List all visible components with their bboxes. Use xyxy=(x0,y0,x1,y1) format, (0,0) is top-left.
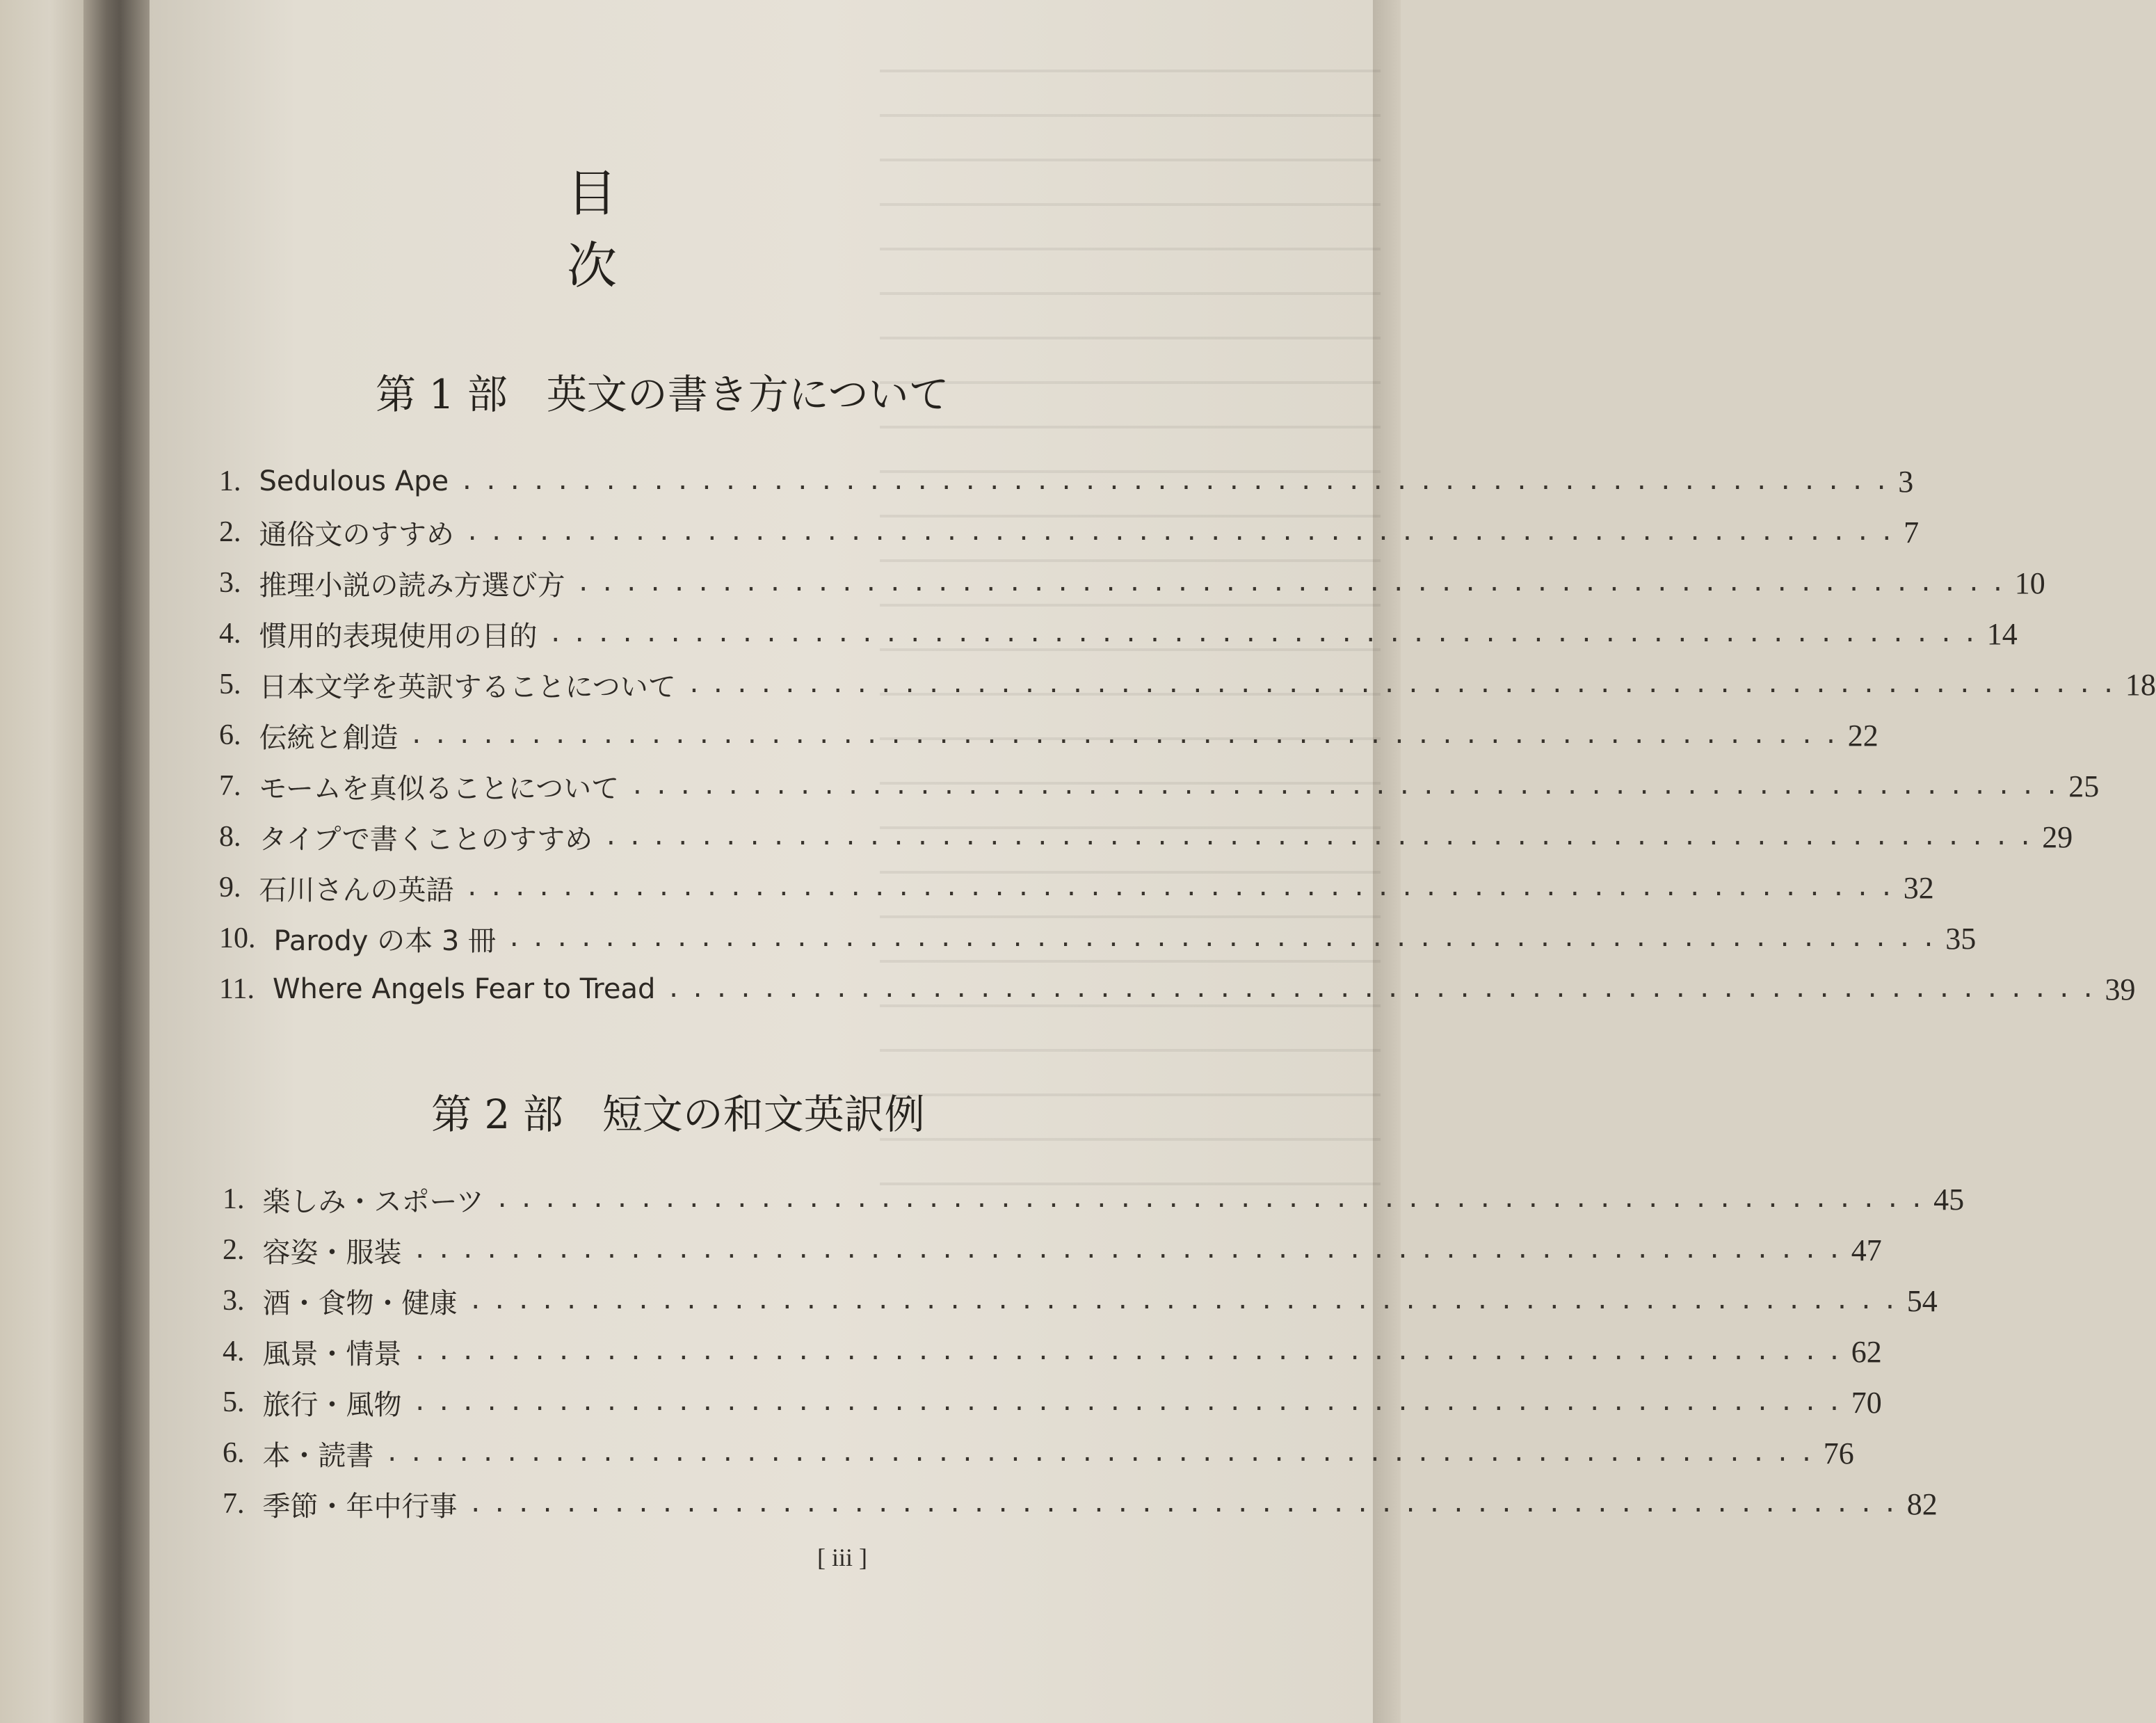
entry-page-number: 25 xyxy=(2068,769,2100,803)
entry-title: 容姿・服装 xyxy=(262,1236,402,1269)
page-number-folio: [ iii ] xyxy=(817,1544,867,1571)
leader-dots: ............................................................ xyxy=(576,569,2015,597)
entry-page-number: 35 xyxy=(1945,921,1977,956)
page-title: 目 次 xyxy=(567,164,862,295)
entry-page-number: 39 xyxy=(2105,972,2136,1007)
entry-number: 1. xyxy=(219,465,241,497)
entry-number: 4. xyxy=(219,618,241,650)
entry-number: 3. xyxy=(219,567,241,599)
leader-dots: ............................................................ xyxy=(409,721,1848,749)
toc-entry xyxy=(219,659,2156,710)
entry-title: 通俗文のすすめ xyxy=(259,518,454,551)
entry-title: タイプで書くことのすすめ xyxy=(259,823,593,856)
entry-number: 2. xyxy=(223,1234,245,1266)
leader-dots: ............................................................ xyxy=(412,1236,1851,1264)
entry-title: Sedulous Ape xyxy=(259,465,449,497)
toc-entry xyxy=(219,863,1934,913)
entry-title: 推理小説の読み方選び方 xyxy=(259,569,565,602)
entry-number: 5. xyxy=(223,1386,245,1418)
entry-page-number: 54 xyxy=(1906,1283,1938,1318)
entry-page-number: 62 xyxy=(1851,1334,1882,1369)
toc-entry xyxy=(223,1479,1938,1529)
leader-dots: ............................................................ xyxy=(465,518,1904,546)
entry-title: 楽しみ・スポーツ xyxy=(262,1185,484,1218)
entry-page-number: 32 xyxy=(1903,870,1934,905)
entry-number: 11. xyxy=(219,973,255,1005)
leader-dots: ............................................................ xyxy=(412,1338,1851,1365)
entry-page-number: 18 xyxy=(2125,667,2156,702)
entry-page-number: 70 xyxy=(1851,1385,1882,1420)
entry-number: 10. xyxy=(219,922,256,954)
leader-dots: ............................................................ xyxy=(460,467,1899,495)
entry-page-number: 82 xyxy=(1906,1486,1938,1521)
toc-entry xyxy=(223,1428,1854,1478)
entry-page-number: 22 xyxy=(1847,718,1879,753)
leader-dots: ............................................................ xyxy=(468,1490,1907,1518)
toc-entry xyxy=(219,558,2045,608)
entry-number: 2. xyxy=(219,516,241,548)
leader-dots: ............................................................ xyxy=(465,874,1904,901)
part-2-heading xyxy=(431,1082,925,1140)
toc-entry xyxy=(223,1327,1882,1377)
entry-title: Parody の本 3 冊 xyxy=(273,924,497,957)
entry-page-number: 10 xyxy=(2014,566,2045,600)
entry-number: 7. xyxy=(223,1488,245,1520)
leader-dots: ............................................................ xyxy=(412,1388,1851,1416)
leader-dots: ............................................................ xyxy=(507,924,1946,952)
toc-entry xyxy=(223,1174,1965,1224)
part-1-heading xyxy=(376,362,949,420)
entry-number: 3. xyxy=(223,1285,245,1317)
entry-title: 伝統と創造 xyxy=(259,721,399,754)
toc-entry xyxy=(223,1225,1882,1275)
toc-entry xyxy=(219,964,2136,1014)
adjacent-left-page xyxy=(0,0,83,1723)
leader-dots: ............................................................ xyxy=(666,975,2105,1003)
entry-page-number: 3 xyxy=(1898,464,1914,499)
part-1-title: 英文の書き方について xyxy=(546,371,949,418)
entry-title: 季節・年中行事 xyxy=(262,1490,458,1523)
book-spine-gutter xyxy=(83,0,150,1723)
entry-page-number: 29 xyxy=(2042,819,2073,854)
entry-number: 9. xyxy=(219,872,241,904)
entry-number: 7. xyxy=(219,770,241,802)
entry-page-number: 47 xyxy=(1851,1233,1882,1267)
leader-dots: ............................................................ xyxy=(385,1439,1824,1467)
toc-entry xyxy=(219,609,2018,659)
toc-entry xyxy=(219,456,1914,506)
entry-page-number: 14 xyxy=(1986,616,2018,651)
entry-page-number: 45 xyxy=(1933,1182,1965,1217)
part-2-number: 第 2 部 xyxy=(431,1091,563,1138)
entry-title: 石川さんの英語 xyxy=(259,874,454,906)
toc-entry xyxy=(219,761,2100,811)
toc-entry xyxy=(219,812,2073,862)
toc-entry xyxy=(219,913,1977,963)
leader-dots: ............................................................ xyxy=(630,772,2069,800)
leader-dots: ............................................................ xyxy=(604,823,2043,851)
entry-number: 5. xyxy=(219,668,241,700)
leader-dots: ............................................................ xyxy=(468,1287,1907,1315)
toc-entry xyxy=(219,710,1879,760)
entry-title: 日本文学を英訳することについて xyxy=(259,671,676,703)
leader-dots: ............................................................ xyxy=(494,1185,1934,1213)
entry-page-number: 76 xyxy=(1823,1436,1854,1470)
leader-dots: ............................................................ xyxy=(548,620,1987,648)
entry-title: モームを真似ることについて xyxy=(259,772,620,805)
entry-number: 1. xyxy=(223,1183,245,1215)
leader-dots: ............................................................ xyxy=(686,671,2125,698)
entry-number: 8. xyxy=(219,821,241,853)
entry-title: Where Angels Fear to Tread xyxy=(272,973,656,1005)
part-1-number: 第 1 部 xyxy=(376,371,508,418)
entry-page-number: 7 xyxy=(1904,515,1920,550)
entry-title: 風景・情景 xyxy=(262,1338,402,1370)
entry-title: 酒・食物・健康 xyxy=(262,1287,458,1320)
entry-number: 4. xyxy=(223,1336,245,1368)
part-2-title: 短文の和文英訳例 xyxy=(602,1091,925,1138)
entry-title: 旅行・風物 xyxy=(262,1388,402,1421)
entry-number: 6. xyxy=(219,719,241,751)
toc-entry xyxy=(223,1377,1882,1427)
toc-entry xyxy=(219,507,1920,557)
toc-entry xyxy=(223,1276,1938,1326)
entry-number: 6. xyxy=(223,1437,245,1469)
table-of-contents-page xyxy=(150,0,2156,1723)
entry-title: 慣用的表現使用の目的 xyxy=(259,620,538,652)
entry-title: 本・読書 xyxy=(262,1439,374,1472)
